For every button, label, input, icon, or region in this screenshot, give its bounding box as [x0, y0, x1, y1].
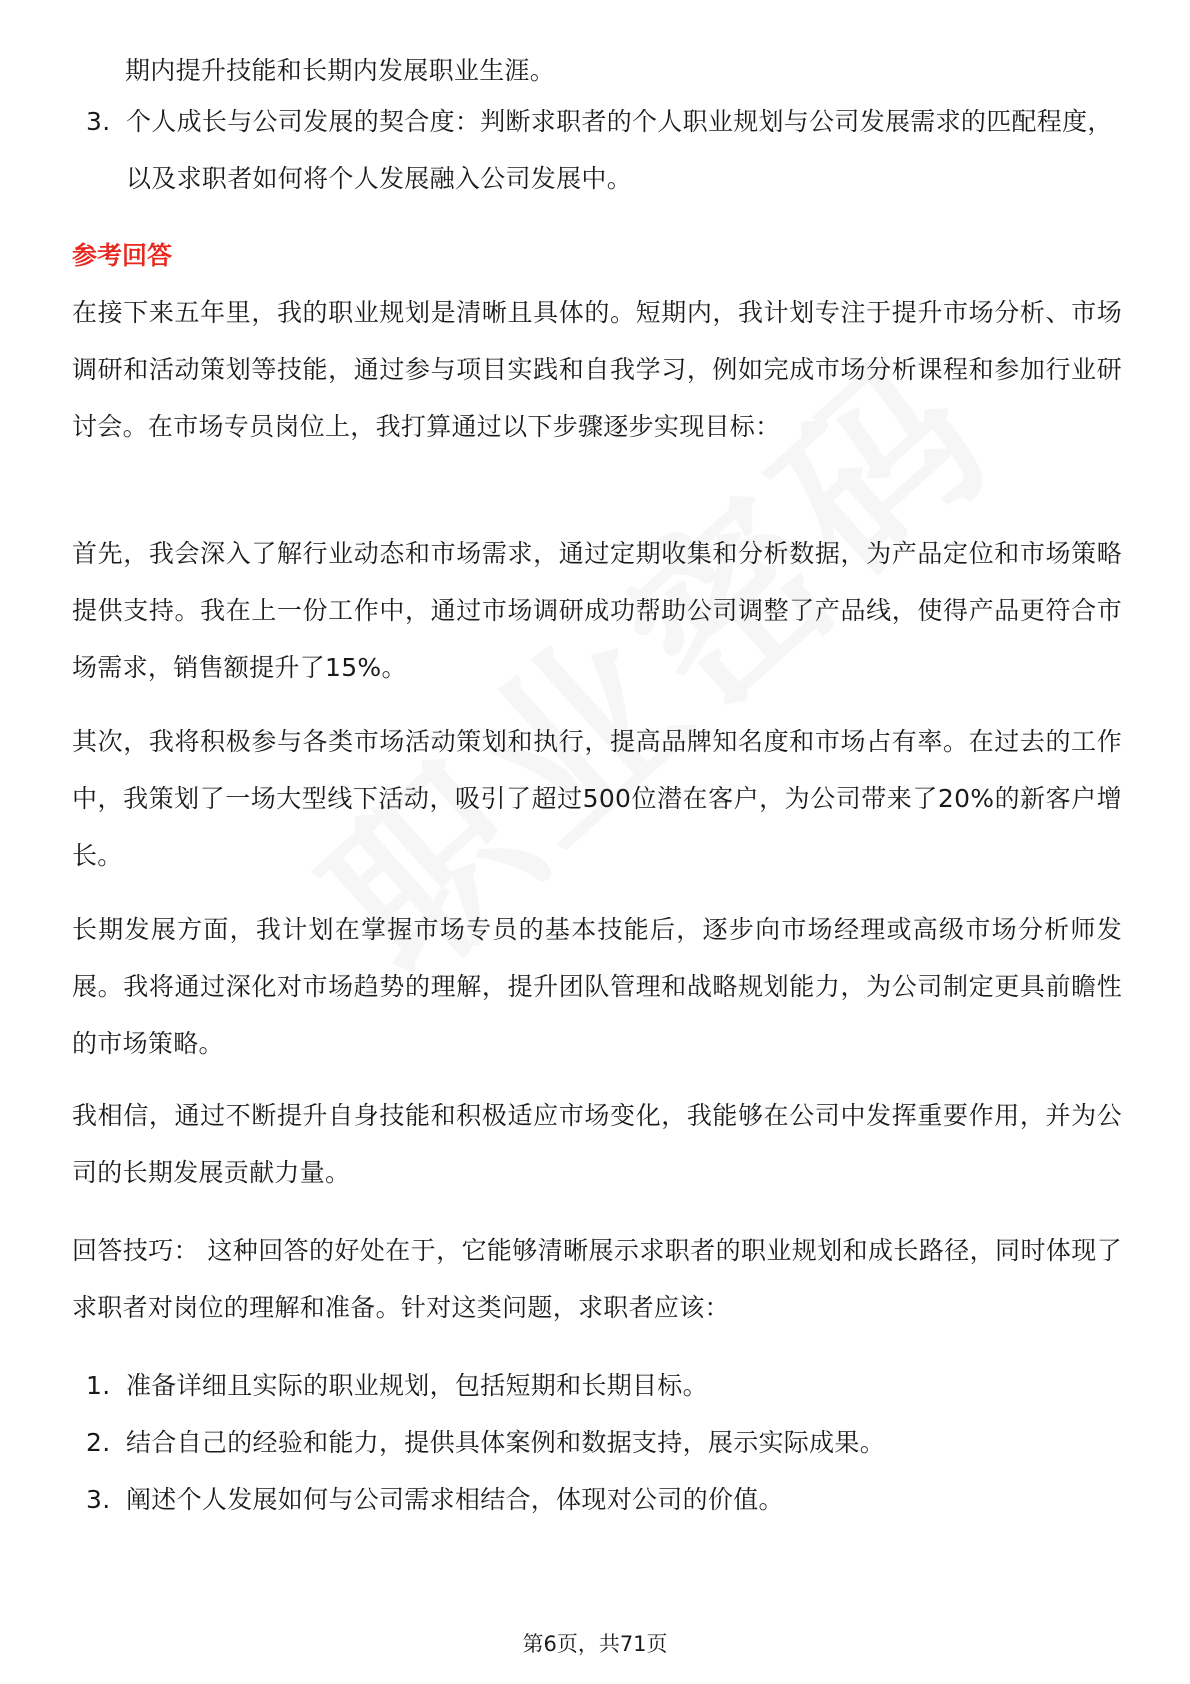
- page-footer: 第6页，共71页: [522, 1632, 668, 1656]
- list-item-text: 准备详细且实际的职业规划，包括短期和长期目标。: [126, 1371, 708, 1400]
- list-item: [72, 1357, 1122, 1414]
- paragraph-long-term: 长期发展方面，我计划在掌握市场专员的基本技能后，逐步向市场经理或高级市场分析师发展。我将通过深化对市场趋势的理解，提升团队管理和战略规划能力，为公司制定更具前瞻性的市场策略。: [72, 915, 1122, 1058]
- paragraph-first: 首先，我会深入了解行业动态和市场需求，通过定期收集和分析数据，为产品定位和市场策略提供支持。我在上一份工作中，通过市场调研成功帮助公司调整了产品线，使得产品更符合市场需求，销售额提升了15%。: [72, 539, 1122, 682]
- list-item-number: 1.: [86, 1371, 111, 1400]
- list-item: [72, 1414, 1122, 1471]
- list-item-text: 阐述个人发展如何与公司需求相结合，体现对公司的价值。: [126, 1485, 784, 1514]
- paragraph-tips: 回答技巧： 这种回答的好处在于，它能够清晰展示求职者的职业规划和成长路径，同时体现了求职者对岗位的理解和准备。针对这类问题，求职者应该：: [72, 1236, 1122, 1322]
- continuation-line: 期内提升技能和长期内发展职业生涯。: [125, 56, 556, 85]
- top-list: [72, 93, 1122, 207]
- paragraph-belief: 我相信，通过不断提升自身技能和积极适应市场变化，我能够在公司中发挥重要作用，并为公司的长期发展贡献力量。: [72, 1101, 1122, 1187]
- bottom-list: [72, 1357, 1122, 1528]
- list-item-text: 结合自己的经验和能力，提供具体案例和数据支持，展示实际成果。: [126, 1428, 886, 1457]
- list-item-text: 个人成长与公司发展的契合度：判断求职者的个人职业规划与公司发展需求的匹配程度，以及求职者如何将个人发展融入公司发展中。: [126, 107, 1113, 193]
- paragraph-second: 其次，我将积极参与各类市场活动策划和执行，提高品牌知名度和市场占有率。在过去的工作中，我策划了一场大型线下活动，吸引了超过500位潜在客户，为公司带来了20%的新客户增长。: [72, 727, 1122, 870]
- section-title: 参考回答: [72, 241, 173, 270]
- list-item: [72, 93, 1122, 207]
- list-item-number: 3.: [86, 1485, 111, 1514]
- list-item: [72, 1471, 1122, 1528]
- list-item-number: 2.: [86, 1428, 111, 1457]
- list-item-number: 3.: [86, 107, 111, 136]
- paragraph-career-plan: 在接下来五年里，我的职业规划是清晰且具体的。短期内，我计划专注于提升市场分析、市场调研和活动策划等技能，通过参与项目实践和自我学习，例如完成市场分析课程和参加行业研讨会。在市场专员岗位上，我打算通过以下步骤逐步实现目标：: [72, 298, 1122, 441]
